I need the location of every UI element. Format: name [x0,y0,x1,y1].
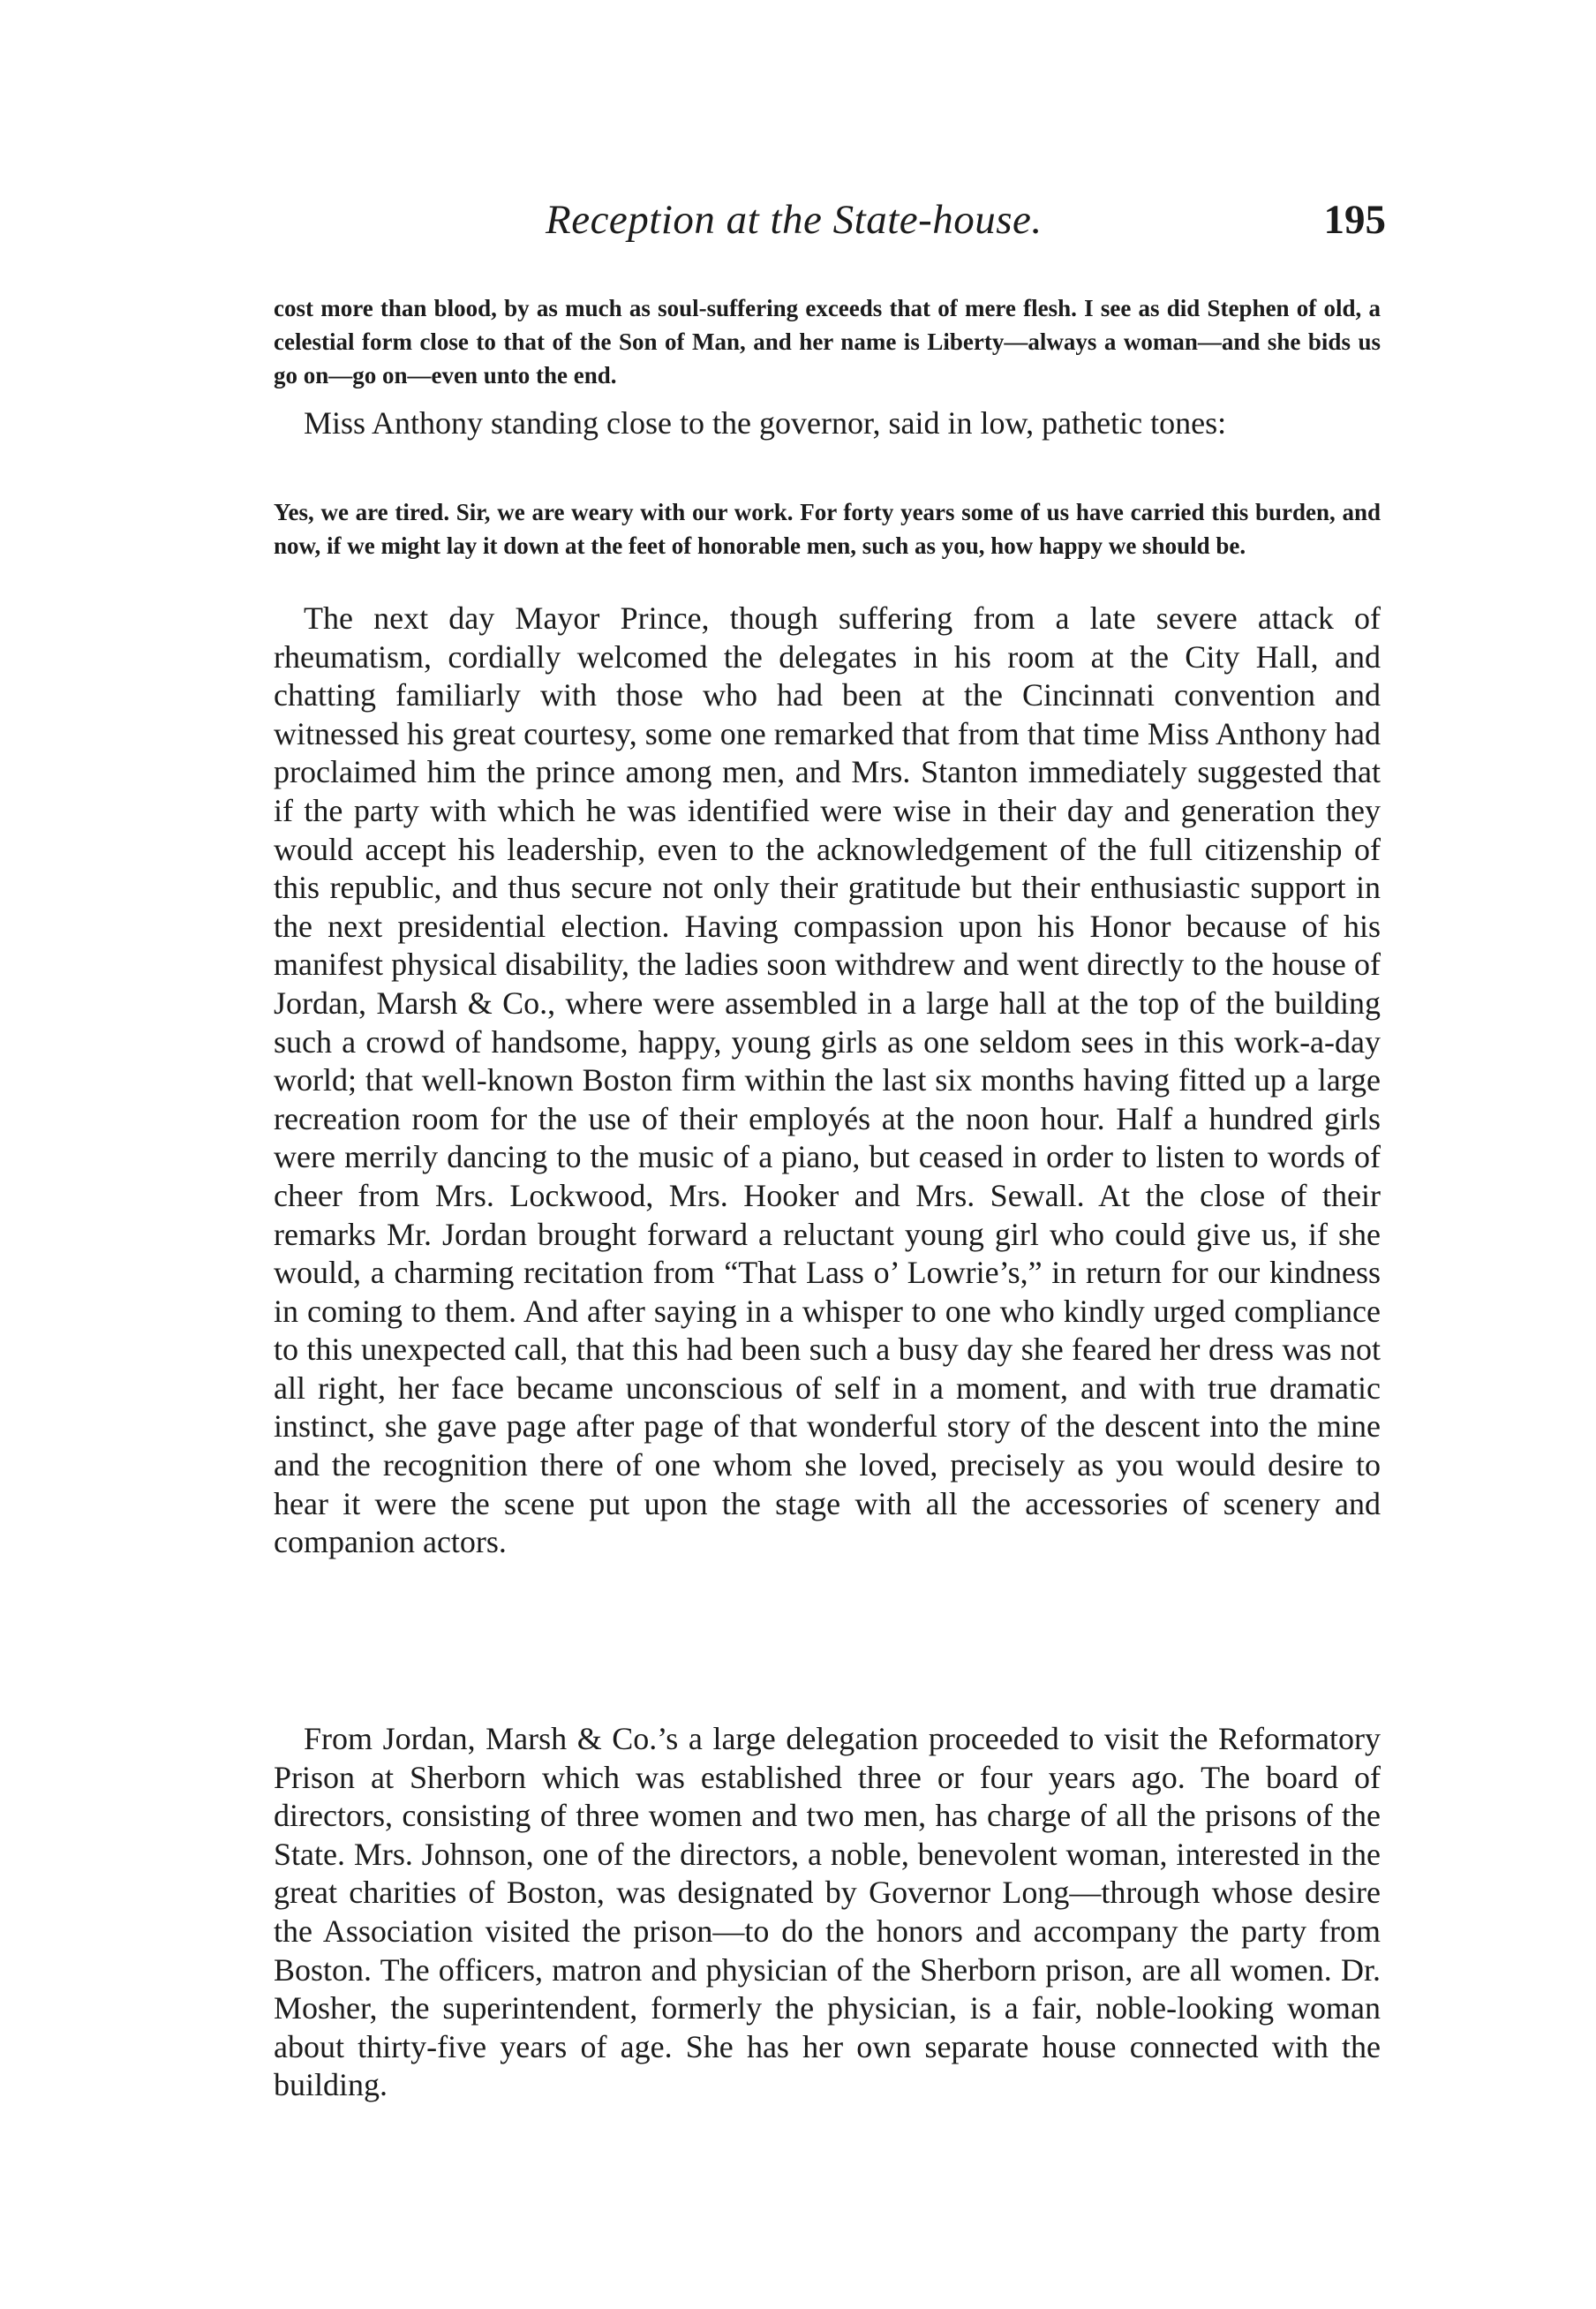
quoted-speech-liberty: cost more than blood, by as much as soul-suffering exceeds that of mere flesh. I see as did Stephen of old, a celestial form close to that of the Son of Man, and her name is Liberty—always a woman—and she bids us go on—go on—even unto the end. [274,295,1381,389]
page-number: 195 [1323,197,1386,243]
anthony-intro-paragraph: Miss Anthony standing close to the governor, said in low, pathetic tones: [304,405,1227,441]
sherborn-prison-paragraph: From Jordan, Marsh & Co.’s a large delegation proceeded to visit the Reformatory Prison at Sherborn which was established three or four years ago. The board of directors, consisting of three women and two men, has charge of all the prisons of the State. Mrs. Johnson, one of the directors, a noble, benevolent woman, interested in the great charities of Boston, was designated by Governor Long—through whose desire the Association visited the prison—to do the honors and accompany the party from Boston. The officers, matron and physician of the Sherborn prison, are all women. Dr. Mosher, the superintendent, formerly the physician, is a fair, noble-looking woman about thirty-five years of age. She has her own separate house connected with the building. [274,1721,1381,2103]
running-header [274,196,1386,258]
quoted-speech-anthony: Yes, we are tired. Sir, we are weary with our work. For forty years some of us have carried this burden, and now, if we might lay it down at the feet of honorable men, such as you, how happy we should be. [274,499,1381,559]
mayor-prince-paragraph: The next day Mayor Prince, though suffering from a late severe attack of rheumatism, cordially welcomed the delegates in his room at the City Hall, and chatting familiarly with those who had been at the Cincinnati convention and witnessed his great courtesy, some one remarked that from that time Miss Anthony had proclaimed him the prince among men, and Mrs. Stanton immediately suggested that if the party with which he was identified were wise in their day and generation they would accept his leadership, even to the acknowledgement of the full citizenship of this republic, and thus secure not only their gratitude but their enthusiastic support in the next presidential election. Having compassion upon his Honor because of his manifest physical disability, the ladies soon withdrew and went directly to the house of Jordan, Marsh & Co., where were assembled in a large hall at the top of the building such a crowd of handsome, happy, young girls as one seldom sees in this work-a-day world; that well-known Boston firm within the last six months having fitted up a large recreation room for the use of their employés at the noon hour. Half a hundred girls were merrily dancing to the music of a piano, but ceased in order to listen to words of cheer from Mrs. Lockwood, Mrs. Hooker and Mrs. Sewall. At the close of their remarks Mr. Jordan brought forward a reluctant young girl who could give us, if she would, a charming recitation from “That Lass o’ Lowrie’s,” in return for our kindness in coming to them. And after saying in a whisper to one who kindly urged compliance to this unexpected call, that this had been such a busy day she feared her dress was not all right, her face became unconscious of self in a moment, and with true dramatic instinct, she gave page after page of that wonderful story of the descent into the mine and the recognition there of one whom she loved, precisely as you would desire to hear it were the scene put upon the stage with all the accessories of scenery and companion actors. [274,600,1381,1560]
running-title: Reception at the State-house. [546,197,1043,243]
